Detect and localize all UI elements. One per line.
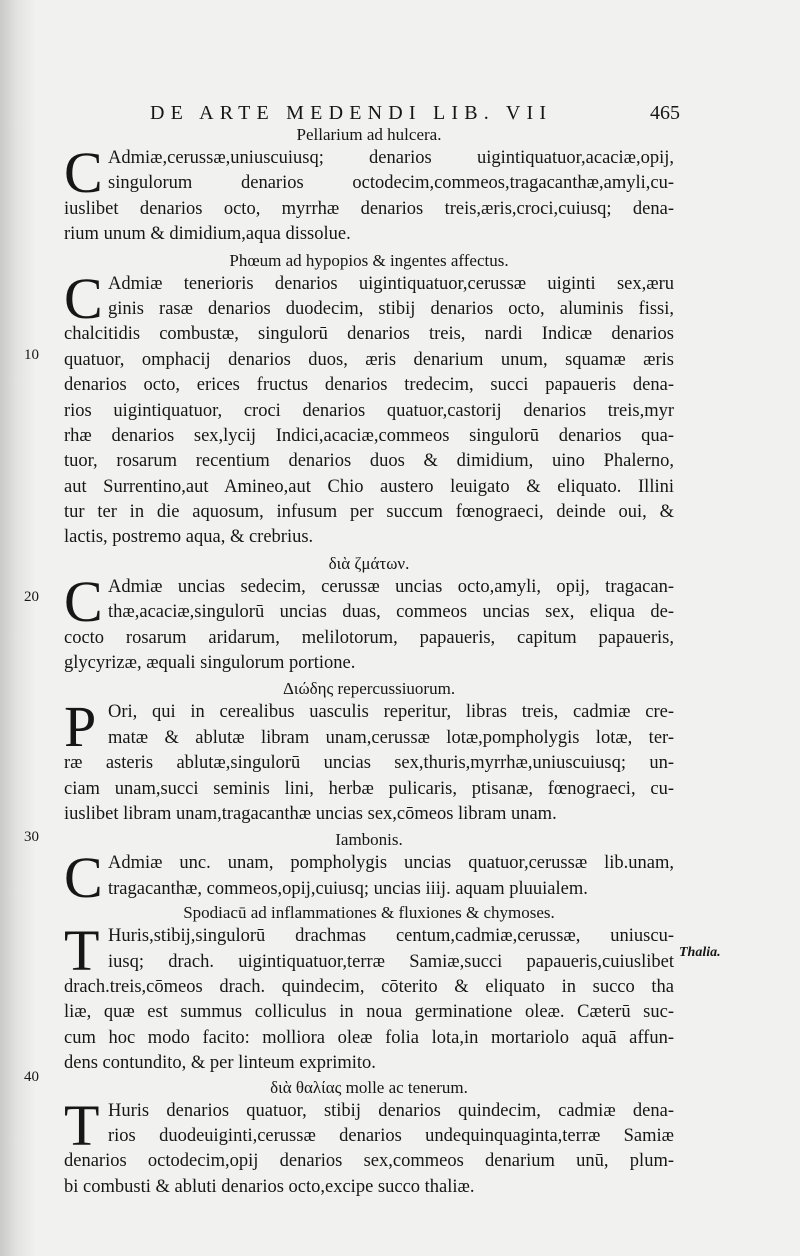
text-line: matæ & ablutæ libram unam,cerussæ lotæ,pompholygis lotæ, ter-: [108, 727, 674, 748]
drop-capital: C: [64, 265, 103, 331]
text-line: Ori, qui in cerealibus uasculis reperitur, libras treis, cadmiæ cre-: [108, 702, 674, 723]
text-line: liæ, quæ est summus colliculus in noua germinatione oleæ. Cæterū suc-: [64, 1002, 674, 1023]
text-block: [64, 124, 674, 1200]
text-line: chalcitidis combustæ, singulorū denarios treis, nardi Indicæ denarios: [64, 324, 674, 345]
text-line: rios duodeuiginti,cerussæ denarios undequinquaginta,terræ Samiæ: [108, 1125, 674, 1146]
recipe-heading: Phœum ad hypopios & ingentes affectus.: [229, 250, 509, 270]
text-line: aut Surrentino,aut Amineo,aut Chio austero leuigato & eliquato. Illini: [64, 476, 674, 497]
show-through: [250, 82, 254, 100]
text-line: cum hoc modo facito: molliora oleæ folia lota,in mortariolo aquā affun-: [64, 1027, 674, 1048]
page-number: 465: [650, 102, 680, 124]
recipe-paragraph: [64, 694, 674, 827]
text-line: bi combusti & abluti denarios octo,excipe succo thaliæ.: [64, 1176, 475, 1197]
text-line: rios uigintiquatuor, croci denarios quatuor,castorij denarios treis,myr: [64, 400, 674, 421]
recipe-paragraph: [64, 568, 674, 677]
text-line: dens contundito, & per linteum exprimito.: [64, 1053, 376, 1074]
text-line: Huris,stibij,singulorū drachmas centum,cadmiæ,cerussæ, uniuscu-: [108, 926, 674, 947]
text-line: rhæ denarios sex,lycij Indici,acaciæ,commeos singulorū denarios qua-: [64, 425, 674, 446]
text-line: glycyrizæ, æquali singulorum portione.: [64, 653, 356, 674]
text-line: iusq; drach. uigintiquatuor,terræ Samiæ,succi papaueris,cuiuslibet: [108, 951, 674, 972]
recipe-paragraph: [64, 140, 674, 248]
text-line: ginis rasæ denarios duodecim, stibij denarios octo, aluminis fissi,: [108, 298, 674, 319]
drop-capital: C: [64, 140, 103, 205]
text-line: iuslibet denarios octo, myrrhæ denarios treis,æris,croci,cuiusq; dena-: [64, 198, 674, 219]
text-line: Huris denarios quatuor, stibij denarios quindecim, cadmiæ dena-: [108, 1100, 674, 1121]
recipe-paragraph: [64, 918, 674, 1076]
margin-note: Thalia.: [679, 945, 721, 960]
drop-capital: T: [64, 1092, 100, 1158]
recipe-heading: Spodiacū ad inflammationes & fluxiones & chymoses.: [183, 903, 555, 923]
text-line: tuor, rosarum recentium denarios duos & dimidium, uino Phalerno,: [64, 451, 674, 472]
text-line: Admiæ uncias sedecim, cerussæ uncias octo,amyli, opij, tragacan-: [108, 576, 674, 597]
text-line: denarios octodecim,opij denarios sex,commeos denarium unū, plum-: [64, 1151, 674, 1172]
margin-line-number: 30: [24, 829, 39, 845]
text-line: denarios octo, erices fructus denarios tredecim, succi papaueris dena-: [64, 375, 674, 396]
text-line: lactis, postremo aqua, & crebrius.: [64, 527, 314, 548]
text-line: rium unum & dimidium,aqua dissolue.: [64, 224, 351, 245]
text-line: ciam unam,succi seminis lini, herbæ pulicaris, ptisanæ, fœnograeci, cu-: [64, 778, 674, 799]
text-line: thæ,acaciæ,singulorū uncias duas, commeos uncias sex, eliqua de-: [108, 602, 674, 623]
text-line: Admiæ unc. unam, pompholygis uncias quatuor,cerussæ lib.unam,: [108, 853, 674, 874]
text-line: tur ter in die aquosum, infusum per succum fœnograeci, deinde oui, &: [64, 502, 674, 523]
drop-capital: C: [64, 845, 103, 911]
margin-line-number: 40: [24, 1069, 39, 1085]
text-line: Admiæ tenerioris denarios uigintiquatuor,cerussæ uiginti sex,æru: [108, 273, 674, 294]
running-head-title: DE ARTE MEDENDI LIB. VII: [150, 102, 553, 124]
text-line: singulorum denarios octodecim,commeos,tragacanthæ,amyli,cu-: [108, 173, 674, 194]
recipe-heading: Iambonis.: [335, 830, 403, 850]
drop-capital: P: [64, 694, 97, 760]
text-line: drach.treis,cōmeos drach. quindecim, cōterito & eliquato in succo tha: [64, 976, 674, 997]
text-line: tragacanthæ, commeos,opij,cuiusq; uncias iiij. aquam pluuialem.: [108, 878, 588, 899]
recipe-heading: διὰ θαλίας molle ac tenerum.: [270, 1077, 468, 1097]
recipe-paragraph: [64, 845, 674, 911]
text-line: ræ asteris ablutæ,singulorū uncias sex,thuris,myrrhæ,uniuscuiusq; un-: [64, 753, 674, 774]
text-line: cocto rosarum aridarum, melilotorum, papaueris, capitum papaueris,: [64, 627, 674, 648]
recipe-heading: Pellarium ad hulcera.: [296, 125, 442, 144]
running-head: [150, 100, 680, 126]
drop-capital: T: [64, 918, 100, 984]
text-line: Admiæ,cerussæ,uniuscuiusq; denarios uigintiquatuor,acaciæ,opij,: [108, 148, 674, 168]
drop-capital: C: [64, 568, 103, 634]
text-line: quatuor, omphacij denarios duos, æris denarium unum, squamæ æris: [64, 349, 674, 370]
recipe-paragraph: [64, 265, 674, 551]
recipe-paragraph: [64, 1092, 674, 1201]
recipe-heading: διὰ ζμάτων.: [328, 553, 410, 573]
recipe-heading: Διώδης repercussiuorum.: [282, 679, 456, 699]
margin-line-number: 20: [24, 589, 39, 605]
text-line: iuslibet libram unam,tragacanthæ uncias sex,cōmeos libram unam.: [64, 803, 557, 824]
margin-line-number: 10: [24, 347, 39, 363]
